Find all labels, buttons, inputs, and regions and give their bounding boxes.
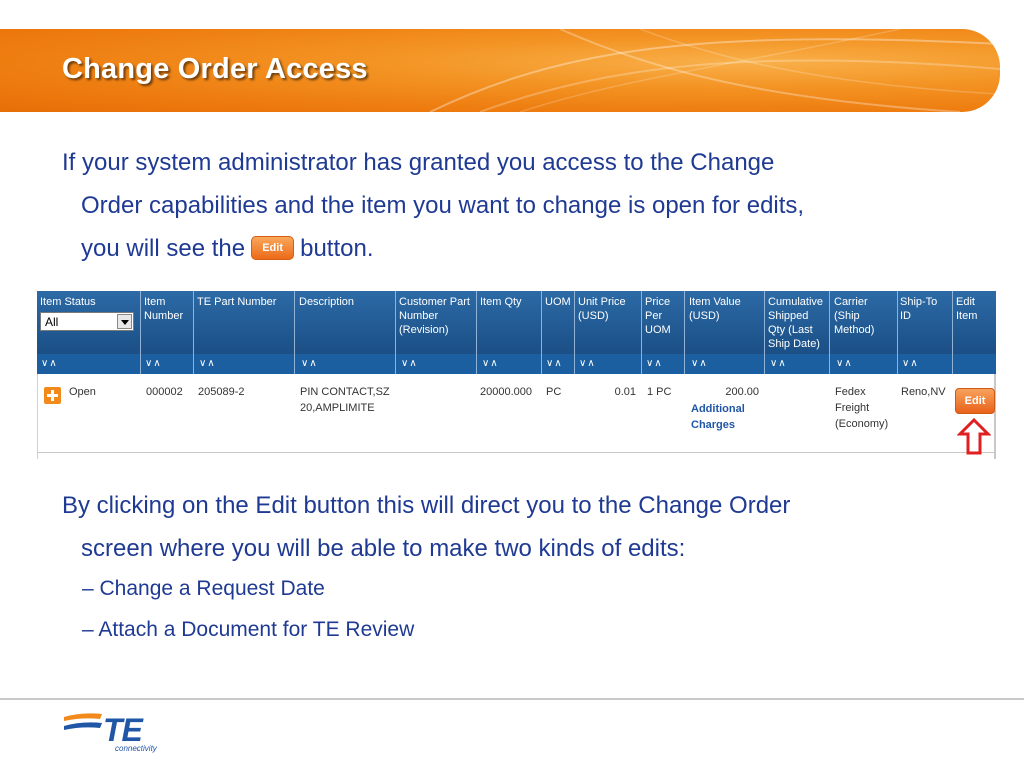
sort-icon[interactable]: ∨∧ — [579, 358, 596, 369]
intro-line-2: Order capabilities and the item you want to change is open for edits, — [81, 192, 805, 219]
cell-status: Open — [69, 386, 96, 398]
header-carrier[interactable]: Carrier (Ship Method) — [834, 296, 875, 336]
cell-item-value: 200.00 — [725, 386, 759, 398]
header-price-per-uom[interactable]: Price Per UOM — [645, 296, 671, 336]
sort-icon[interactable]: ∨∧ — [646, 358, 663, 369]
outro-line-2: screen where you will be able to make two kinds of edits: — [81, 535, 686, 562]
cell-item-number: 000002 — [146, 386, 183, 398]
sort-icon[interactable]: ∨∧ — [770, 358, 787, 369]
cell-description: PIN CONTACT,SZ 20,AMPLIMITE — [300, 386, 390, 414]
intro-line-3 — [62, 227, 962, 270]
sort-icon[interactable]: ∨∧ — [145, 358, 162, 369]
header-item-number[interactable]: Item Number — [144, 296, 184, 322]
header-customer-part-number[interactable]: Customer Part Number (Revision) — [399, 296, 470, 336]
header-unit-price[interactable]: Unit Price (USD) — [578, 296, 626, 322]
edit-item-button[interactable]: Edit — [955, 388, 995, 414]
te-logo-tagline: connectivity — [115, 744, 157, 753]
header-uom[interactable]: UOM — [545, 296, 571, 308]
title-banner — [0, 29, 1000, 112]
bullet-attach-document: – Attach a Document for TE Review — [82, 618, 415, 641]
sort-icon[interactable]: ∨∧ — [546, 358, 563, 369]
expand-plus-icon[interactable] — [44, 387, 61, 404]
cell-item-qty: 20000.000 — [480, 386, 532, 398]
sort-icon[interactable]: ∨∧ — [836, 358, 853, 369]
sort-icon[interactable]: ∨∧ — [301, 358, 318, 369]
header-description[interactable]: Description — [299, 296, 355, 308]
sort-icon[interactable]: ∨∧ — [482, 358, 499, 369]
cell-uom: PC — [546, 386, 562, 398]
sort-icon[interactable]: ∨∧ — [41, 358, 58, 369]
item-status-filter-select[interactable] — [40, 312, 134, 331]
header-item-value[interactable]: Item Value (USD) — [689, 296, 741, 322]
cell-carrier: Fedex Freight (Economy) — [835, 386, 889, 430]
intro-line-3-after: button. — [300, 235, 374, 262]
intro-line-1: If your system administrator has granted you access to the Change — [62, 149, 775, 176]
header-edit-item: Edit Item — [956, 296, 978, 322]
header-item-status: Item Status — [40, 296, 96, 308]
header-item-qty[interactable]: Item Qty — [480, 296, 522, 308]
page-title: Change Order Access — [62, 53, 368, 85]
intro-paragraph — [62, 141, 962, 270]
item-status-filter-value: All — [45, 315, 59, 329]
header-te-part-number[interactable]: TE Part Number — [197, 296, 277, 308]
additional-charges-link[interactable]: Additional Charges — [691, 403, 745, 431]
header-cumulative-shipped[interactable]: Cumulative Shipped Qty (Last Ship Date) — [768, 296, 824, 350]
inline-edit-button-image: Edit — [251, 236, 294, 260]
sort-icon[interactable]: ∨∧ — [401, 358, 418, 369]
outro-line-1: By clicking on the Edit button this will direct you to the Change Order — [62, 492, 791, 519]
cell-ship-to: Reno,NV — [901, 386, 946, 398]
table-row — [37, 374, 996, 453]
sort-icon[interactable]: ∨∧ — [902, 358, 919, 369]
intro-line-3-before: you will see the — [81, 235, 246, 262]
bullet-change-request-date: – Change a Request Date — [82, 577, 325, 600]
header-ship-to-id[interactable]: Ship-To ID — [900, 296, 938, 322]
chevron-down-icon[interactable] — [117, 314, 132, 329]
outro-paragraph — [62, 484, 962, 570]
footer-divider — [0, 698, 1024, 700]
cell-unit-price: 0.01 — [614, 386, 636, 398]
te-logo-text: TE — [103, 712, 142, 748]
sort-icon[interactable]: ∨∧ — [199, 358, 216, 369]
sort-icon[interactable]: ∨∧ — [691, 358, 708, 369]
order-items-table — [37, 291, 996, 459]
cell-price-per-uom: 1 PC — [647, 386, 672, 398]
cell-te-part-number: 205089-2 — [198, 386, 245, 398]
te-logo-stripes-icon — [62, 708, 106, 736]
up-arrow-icon — [957, 418, 991, 456]
